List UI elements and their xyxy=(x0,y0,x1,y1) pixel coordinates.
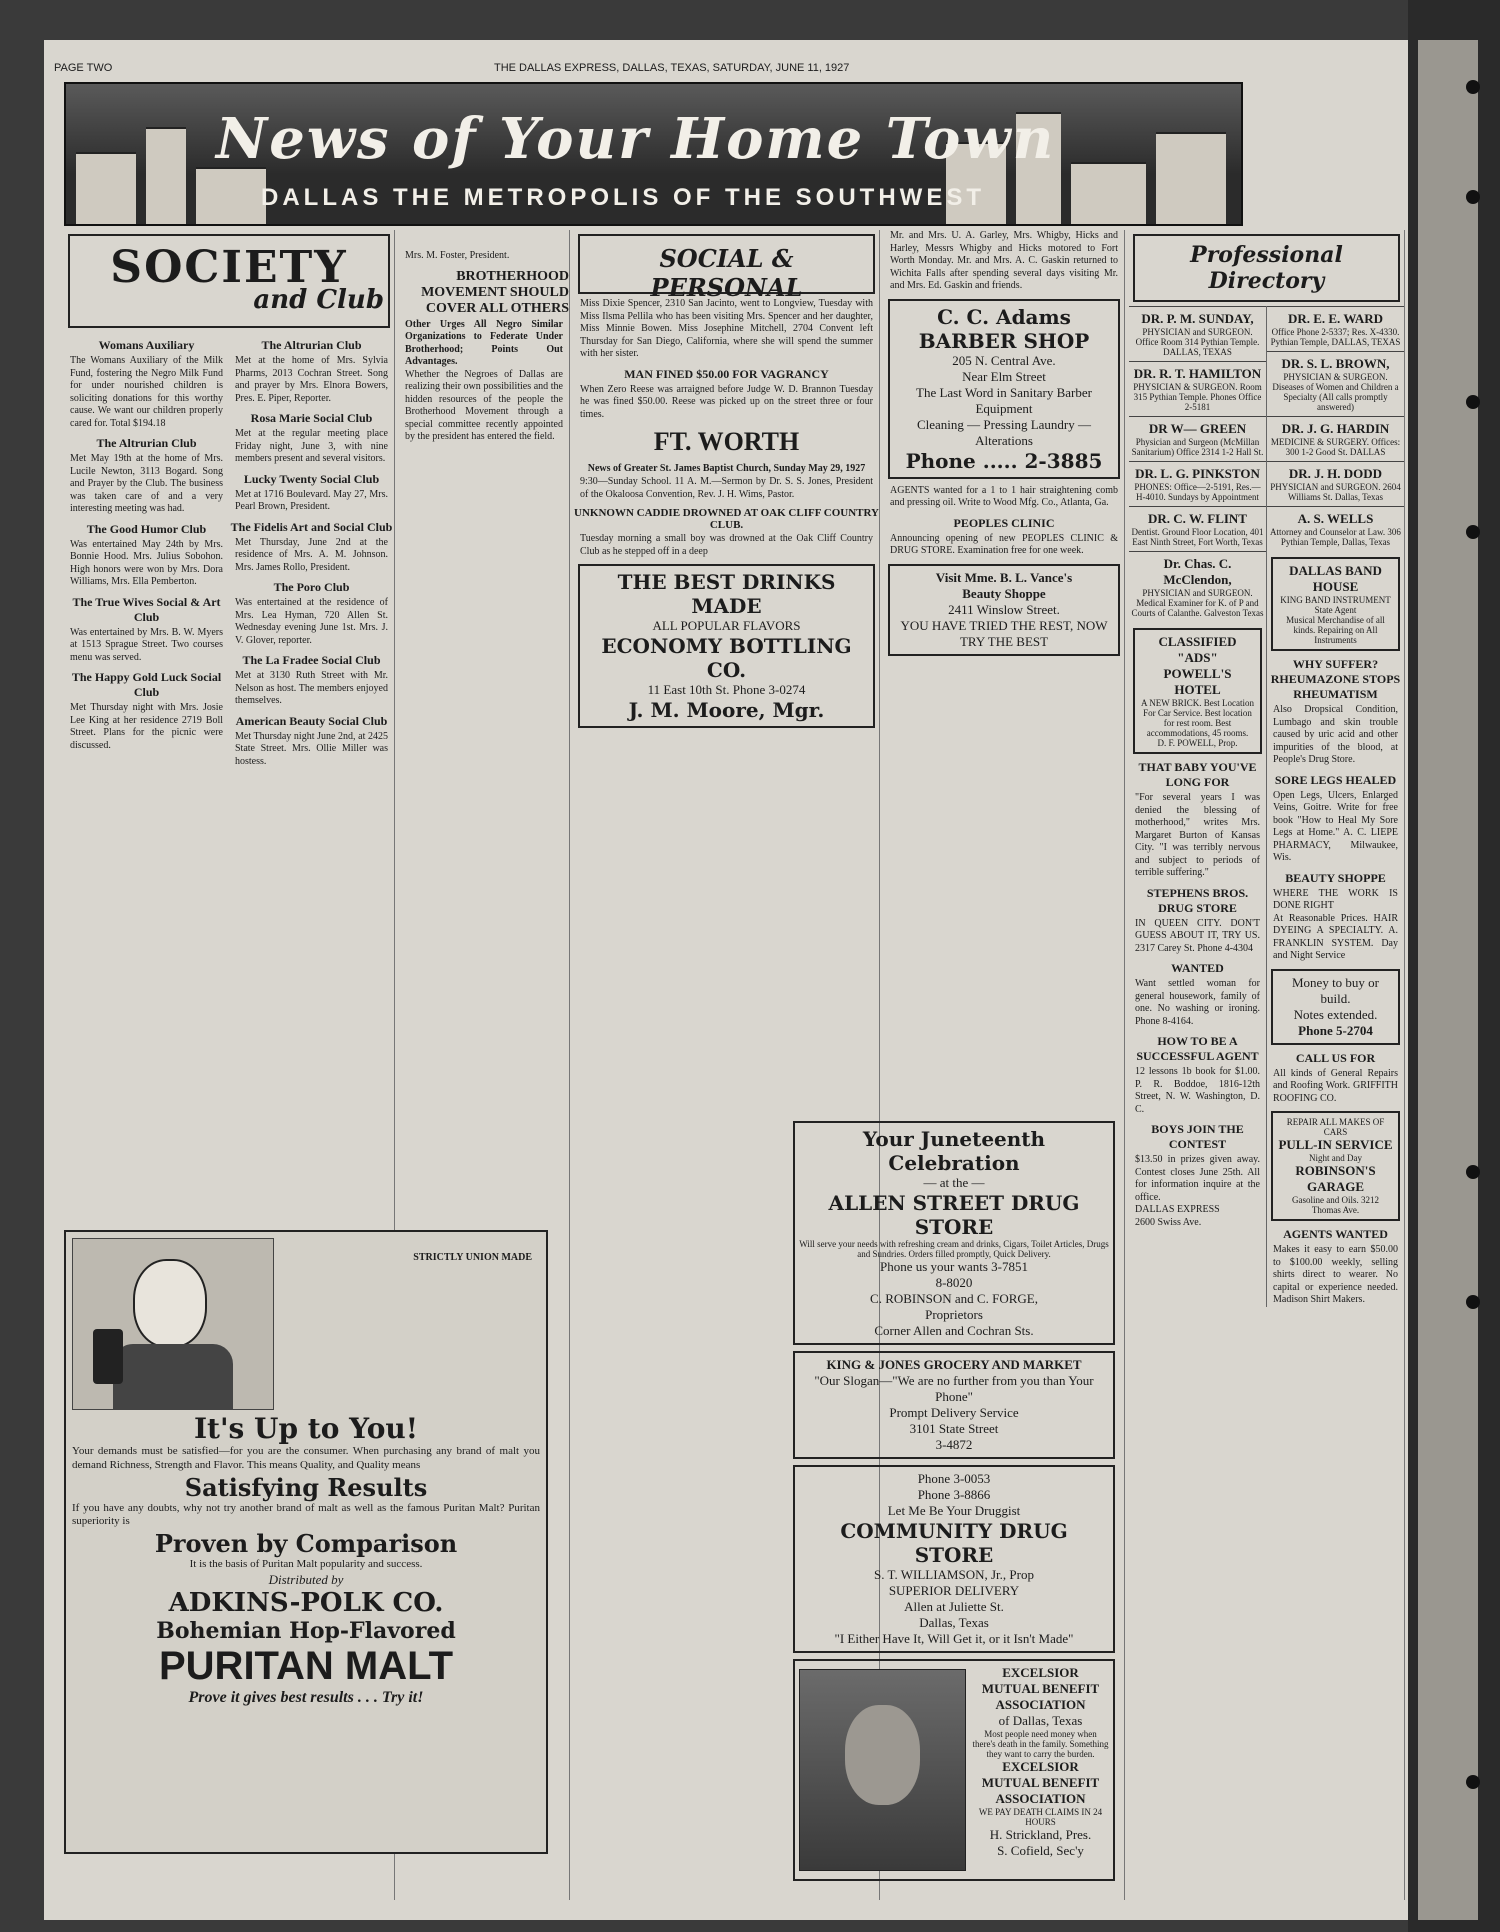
section-heading: The Altrurian Club xyxy=(96,436,197,450)
scanner-edge xyxy=(1408,0,1500,1932)
binder-hole xyxy=(1466,395,1480,409)
binder-hole xyxy=(1466,80,1480,94)
article-text: Met May 19th at the home of Mrs. Lucile Newton, 3113 Bogard. Song and Prayer by the Club. The business was taken care of and a very interesting meeting was had. xyxy=(70,453,223,514)
adjacent-page-strip xyxy=(1418,40,1478,1920)
society-logo: SOCIETY and Club xyxy=(68,234,390,328)
headline: PEOPLES CLINIC xyxy=(953,515,1055,530)
directory-logo: Professional Directory xyxy=(1133,234,1400,302)
binder-hole xyxy=(1466,1165,1480,1179)
running-head xyxy=(54,62,1398,78)
article-text: Met at the home of Mrs. Sylvia Pharms, 2013 Cochran Street. Song and prayer by Mrs. Elnora Bowers, Pres. E. Piper, Reporter. xyxy=(235,355,388,404)
article-text: 9:30—Sunday School. 11 A. M.—Sermon by Dr. S. S. Jones, President of the Okaloosa Convention, Rev. J. H. Wims, Pastor. xyxy=(580,476,873,500)
section-heading: The Happy Gold Luck Social Club xyxy=(71,670,222,699)
article-text: Met Thursday night June 2nd, at 2425 State Street. Mrs. Ollie Miller was hostess. xyxy=(235,730,388,767)
binder-hole xyxy=(1466,525,1480,539)
king-jones-ad: KING & JONES GROCERY AND MARKET "Our Slogan—"We are no further from you than Your Phone" Prompt Delivery Service 3101 State Street 3-4872 xyxy=(793,1351,1115,1459)
union-made-stamp: STRICTLY UNION MADE xyxy=(413,1252,532,1263)
article-text: Was entertained at the residence of Mrs. Lea Hyman, 720 Allen St. Wednesday evening June 1st. Mrs. J. V. Glover, reporter. xyxy=(235,597,388,646)
excelsior-ad: EXCELSIOR MUTUAL BENEFIT ASSOCIATION of Dallas, Texas Most people need money when there's death in the family. Something they want to carry the burden. EXCELSIOR MUTUAL BENEFIT ASSOCIATION WE PAY DEATH CLAIMS IN 24 HOURS H. Strickland, Pres. S. Cofield, Sec'y xyxy=(793,1659,1115,1881)
puritan-malt-logo: PURITAN MALT xyxy=(158,1643,454,1688)
section-heading: American Beauty Social Club xyxy=(235,713,388,728)
article-text: The Womans Auxiliary of the Milk Fund, fostering the Negro Milk Fund for under nourished children is soliciting donations for this worthy cause. We want our children properly cared for. Total $194.18 xyxy=(70,355,223,429)
article-text: Met Thursday, June 2nd at the residence of Mrs. A. M. Johnson. Mrs. James Rollo, President. xyxy=(235,536,388,573)
section-heading: Lucky Twenty Social Club xyxy=(243,471,380,486)
wide-ads xyxy=(789,1115,1119,1887)
banner-title: News of Your Home Town xyxy=(216,106,1056,172)
headline: MAN FINED $50.00 FOR VAGRANCY xyxy=(624,366,829,381)
section-heading: The La Fradee Social Club xyxy=(242,653,381,667)
article-text: Tuesday morning a small boy was drowned at the Oak Cliff Country Club as he stepped off in a deep xyxy=(580,533,873,557)
banner-subtitle: DALLAS THE METROPOLIS OF THE SOUTHWEST xyxy=(261,184,985,211)
binder-hole xyxy=(1466,190,1480,204)
article-text: Met Thursday night with Mrs. Josie Lee King at her residence 2719 Boll Street. Plans for the picnic were discussed. xyxy=(70,702,223,751)
article-text: Met at the regular meeting place Friday night, June 3, with nine members present and several visitors. xyxy=(235,428,388,464)
headline: UNKNOWN CADDIE DROWNED AT OAK CLIFF COUNTRY CLUB. xyxy=(574,507,879,531)
article-text: Was entertained by Mrs. B. W. Myers at 1513 Sprague Street. Two courses menu was served. xyxy=(70,626,223,663)
deck: Other Urges All Negro Similar Organizations to Federate Under Brotherhood; Points Out Advantages. xyxy=(405,318,563,367)
headline: BROTHERHOOD MOVEMENT SHOULD COVER ALL OTHERS xyxy=(421,268,569,316)
article-text: Miss Dixie Spencer, 2310 San Jacinto, went to Longview, Tuesday with Miss Ilsma Pellila who has been visiting Mrs. Spencer and her daughter, Miss Minnie Bowen. Miss Josephine Mitchell, 2704 Convent left Thursday for San Diego, California, where she will spend the summer with her sister. xyxy=(580,298,873,359)
subhead: News of Greater St. James Baptist Church, Sunday May 29, 1927 xyxy=(587,463,866,474)
binder-hole xyxy=(1466,1295,1480,1309)
section-heading: The Altrurian Club xyxy=(261,338,362,352)
newspaper-page xyxy=(44,40,1408,1920)
vance-beauty-ad: Visit Mme. B. L. Vance's Beauty Shoppe 2411 Winslow Street. YOU HAVE TRIED THE REST, NOW TRY THE BEST xyxy=(888,564,1120,656)
section-heading: The Poro Club xyxy=(273,580,350,594)
section-heading: The Fidelis Art and Social Club xyxy=(230,519,393,534)
article-text: Announcing opening of new PEOPLES CLINIC & DRUG STORE. Examination free for one week. xyxy=(890,532,1118,556)
byline: Mrs. M. Foster, President. xyxy=(405,250,510,261)
section-heading: Rosa Marie Social Club xyxy=(250,411,373,425)
puritan-malt-ad: STRICTLY UNION MADE It's Up to You! Your demands must be satisfied—for you are the consumer. When purchasing any brand of malt you demand Richness, Strength and Flavor. This means Quality, and Quality means Satisfying Results If you have any doubts, why not try another brand of malt as well as the famous Puritan Malt? Puritan superiority is Proven by Comparison It is the basis of Puritan Malt popularity and success. Distributed by ADKINS-POLK CO. Bohemian Hop-Flavored PURITAN MALT Prove it gives best results . . . Try it! xyxy=(64,1230,548,1854)
hometown-banner xyxy=(64,82,1243,226)
adjacent-page-edge xyxy=(1374,230,1408,1900)
article-text: Mr. and Mrs. U. A. Garley, Mrs. Whigby, Hicks and Harley, Messrs Whigby and Hicks motored to Fort Worth Monday. Mr. and Mrs. A. C. Gaskin returned to Wichita Falls after spending several days visiting Mr. and Mrs. Ed. Gaskin and friends. xyxy=(890,230,1118,291)
article-text: Met at 3130 Ruth Street with Mr. Nelson as host. The members enjoyed themselves. xyxy=(235,670,388,706)
professional-directory: Professional Directory DR. P. M. SUNDAY, PHYSICIAN and SURGEON. Office Room 314 Pythian Temple. DALLAS, TEXAS DR. R. T. HAMILTON PHYSICIAN & SURGEON. Room 315 Pythian Temple. Phones Office 2-5181 DR W— GREEN Physician and Surgeon (McMillan Sanitarium) Office 2314 1-2 Hall St. DR. L. G. PINKSTON PHONES: Office—2-5191, Res.—H-4010. Sundays by Appointment DR. C. W. FLINT Dentist. Ground Floor Location, 401 East Ninth Street, Fort Worth, Texas Dr. Chas. C. McClendon, PHYSICIAN and SURGEON. Medical Examiner for K. of P and Courts of Calanthe. Galveston Texas CLASSIFIED "ADS" POWELL'S HOTEL A NEW BRICK. Best Location For Car Service. Best location for rest room. Best accommodations, 45 rooms. D. F. POWELL, Prop. THAT BABY YOU'VE LONG FOR "For several years I was denied the blessing of motherhood," writes Mrs. Margaret Burton of Kansas City. "I was terribly nervous and subject to periods of terrible suffering." STEPHENS BROS. DRUG STORE IN QUEEN CITY. DON'T GUESS ABOUT IT, TRY US. 2317 Carey St. Phone 4-4304 WANTED Want settled woman for general housework, family of one. No washing or ironing. Phone 8-4164. HOW TO BE A SUCCESSFUL AGENT 12 lessons 1b book for $1.00. P. R. Boddoe, 1816-12th Street, N. W. Washington, D. C. BOYS JOIN THE CONTEST $13.50 in prizes given away. Contest closes June 25th. All for information inquire at the office. DALLAS EXPRESS 2600 Swiss Ave. DR. E. E. WARD Office Phone 2-5337; Res. X-4330. Pythian Temple, DALLAS, TEXAS DR. S. L. BROWN, PHYSICIAN & SURGEON. Diseases of Women and Children a Specialty (All calls promptly answered) DR. J. G. HARDIN MEDICINE & SURGERY. Offices: 300 1-2 Good St. DALLAS DR. J. H. DODD PHYSICIAN and SURGEON. 2604 Williams St. Dallas, Texas A. S. WELLS Attorney and Counselor at Law. 306 Pythian Temple, Dallas, Texas DALLAS BAND HOUSE KING BAND INSTRUMENT State Agent Musical Merchandise of all kinds. Repairing on All Instruments WHY SUFFER? RHEUMAZONE STOPS RHEUMATISM Also Dropsical Condition, Lumbago and skin trouble caused by uric acid and other impurities of the blood, at People's Drug Store. SORE LEGS HEALED Open Legs, Ulcers, Enlarged Veins, Goitre. Write for free book "How to Heal My Sore Legs at Home." A. C. LIEPE PHARMACY, Milwaukee, Wis. BEAUTY SHOPPE WHERE THE WORK IS DONE RIGHT At Reasonable Prices. HAIR DYEING A SPECIALTY. A. FRANKLIN SYSTEM. Day and Night Service Money to buy or build. Notes extended. Phone 5-2704 CALL US FOR All kinds of General Repairs and Roofing Work. GRIFFITH ROOFING CO. REPAIR ALL MAKES OF CARS PULL-IN SERVICE Night and Day ROBINSON'S GARAGE Gasoline and Oils. 3212 Thomas Ave. AGENTS WANTED Makes it easy to earn $50.00 to $100.00 weekly, selling shirts direct to wearer. No capital or experience needed. Madison Shirt Makers. xyxy=(1129,230,1405,1900)
social-personal-logo: SOCIAL & PERSONAL xyxy=(578,234,875,294)
headline: FT. WORTH xyxy=(653,427,800,456)
article-text: Whether the Negroes of Dallas are realizing their own possibilities and the hidden resources of the people the Brotherhood Movement through a special committee recently appointed by the president has entered the field. xyxy=(405,368,563,442)
page-number: PAGE TWO xyxy=(54,62,113,74)
binder-hole xyxy=(1466,1775,1480,1789)
adams-barber-ad: C. C. Adams BARBER SHOP 205 N. Central Ave. Near Elm Street The Last Word in Sanitary Barber Equipment Cleaning — Pressing Laundry — Alterations Phone ..... 2-3885 xyxy=(888,299,1120,479)
juneteenth-ad: Your Juneteenth Celebration — at the — ALLEN STREET DRUG STORE Will serve your needs with refreshing cream and drinks, Cigars, Toilet Articles, Drugs and Sundries. Orders filled promptly, Quick Delivery. Phone us your wants 3-7851 8-8020 C. ROBINSON and C. FORGE, Proprietors Corner Allen and Cochran Sts. xyxy=(793,1121,1115,1345)
classified-ad: AGENTS wanted for a 1 to 1 hair straightening comb and pressing oil. Write to Wood Mfg. Co., Atlanta, Ga. xyxy=(890,484,1118,508)
article-text: Met at 1716 Boulevard. May 27, Mrs. Pearl Brown, President. xyxy=(235,488,388,512)
article-text: When Zero Reese was arraigned before Judge W. D. Brannon Tuesday he was fined $50.00. Reese was picked up on the street three or four times. xyxy=(580,383,873,420)
economy-bottling-ad: THE BEST DRINKS MADE ALL POPULAR FLAVORS ECONOMY BOTTLING CO. 11 East 10th St. Phone 3-0274 J. M. Moore, Mgr. xyxy=(578,564,875,728)
man-with-bottle-illustration xyxy=(72,1238,274,1410)
community-drug-ad: Phone 3-0053 Phone 3-8866 Let Me Be Your Druggist COMMUNITY DRUG STORE S. T. WILLIAMSON, Jr., Prop SUPERIOR DELIVERY Allen at Juliette St. Dallas, Texas "I Either Have It, Will Get it, or it Isn't Made" xyxy=(793,1465,1115,1653)
section-heading: The True Wives Social & Art Club xyxy=(72,594,221,624)
section-heading: Womans Auxiliary xyxy=(98,338,195,352)
portrait-photo xyxy=(799,1669,966,1871)
article-text: Was entertained May 24th by Mrs. Bonnie Hood. Mrs. Julius Sobohon. High honors were won by Mrs. Dora Williams, Mrs. Ella Pemberton. xyxy=(70,538,223,587)
masthead-dateline: THE DALLAS EXPRESS, DALLAS, TEXAS, SATURDAY, JUNE 11, 1927 xyxy=(494,62,850,74)
section-heading: The Good Humor Club xyxy=(86,521,207,536)
